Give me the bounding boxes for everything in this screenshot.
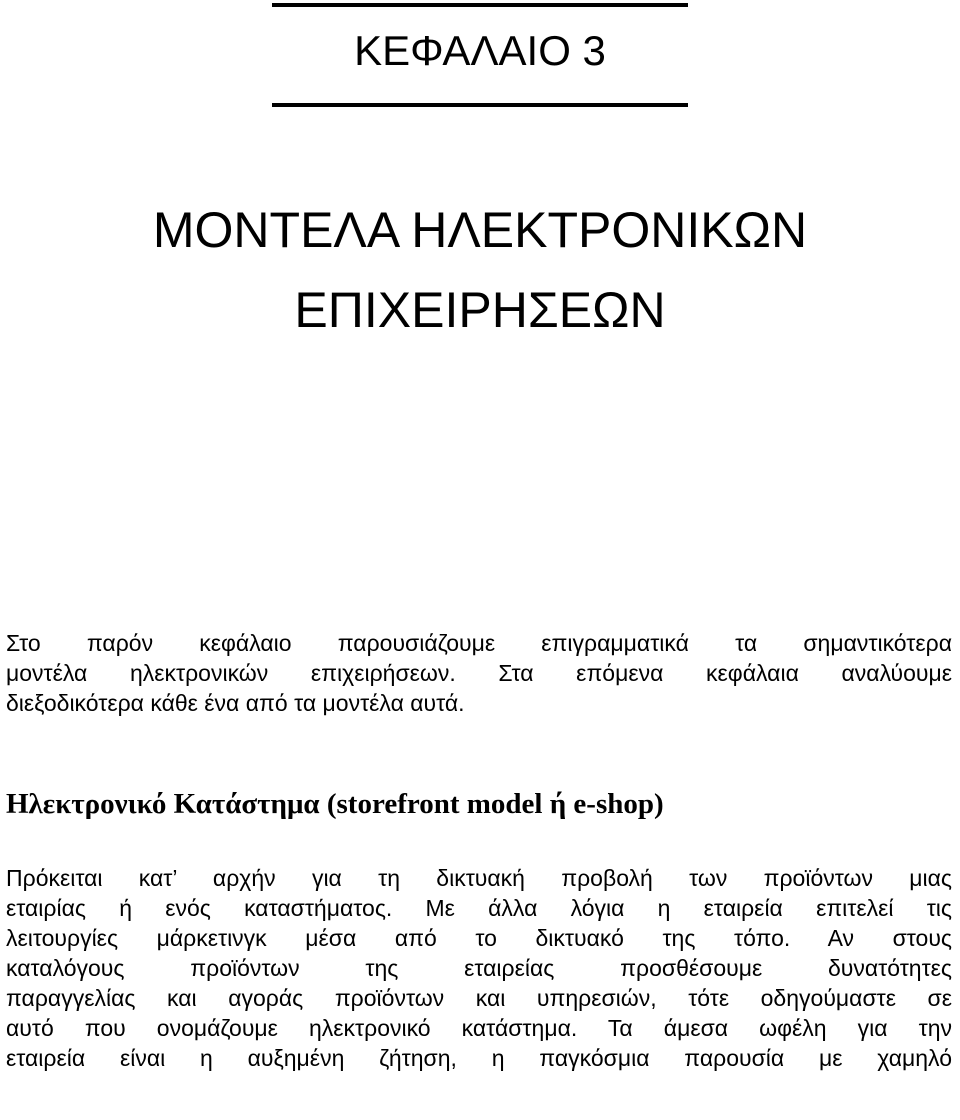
paragraph-line: λειτουργίες μάρκετινγκ μέσα από το δικτυακό της τόπο. Αν στους bbox=[6, 925, 952, 951]
intro-line: Στο παρόν κεφάλαιο παρουσιάζουμε επιγραμματικά τα σημαντικότερα bbox=[6, 630, 952, 656]
chapter-title-line: ΕΠΙΧΕΙΡΗΣΕΩΝ bbox=[294, 282, 666, 338]
intro-line: μοντέλα ηλεκτρονικών επιχειρήσεων. Στα επόμενα κεφάλαια αναλύουμε bbox=[6, 660, 952, 686]
paragraph-line: εταιρίας ή ενός καταστήματος. Με άλλα λόγια η εταιρεία επιτελεί τις bbox=[6, 895, 952, 921]
chapter-title-line: ΜΟΝΤΕΛΑ ΗΛΕΚΤΡΟΝΙΚΩΝ bbox=[152, 202, 808, 258]
paragraph-line: εταιρεία είναι η αυξημένη ζήτηση, η παγκόσμια παρουσία με χαμηλό bbox=[6, 1045, 952, 1071]
chapter-title bbox=[0, 190, 960, 350]
section-paragraph bbox=[6, 863, 952, 1073]
section-heading: Ηλεκτρονικό Κατάστημα (storefront model ή e-shop) bbox=[6, 788, 664, 820]
paragraph-line: παραγγελίας και αγοράς προϊόντων και υπηρεσιών, τότε οδηγούμαστε σε bbox=[6, 985, 952, 1011]
intro-line: διεξοδικότερα κάθε ένα από τα μοντέλα αυτά. bbox=[6, 690, 465, 716]
bottom-rule bbox=[272, 103, 688, 107]
intro-paragraph bbox=[6, 628, 952, 718]
paragraph-line: αυτό που ονομάζουμε ηλεκτρονικό κατάστημα. Τα άμεσα ωφέλη για την bbox=[6, 1015, 952, 1041]
paragraph-line: Πρόκειται κατ’ αρχήν για τη δικτυακή προβολή των προϊόντων μιας bbox=[6, 865, 952, 891]
top-rule bbox=[272, 3, 688, 7]
paragraph-line: καταλόγους προϊόντων της εταιρείας προσθέσουμε δυνατότητες bbox=[6, 955, 952, 981]
chapter-label: ΚΕΦΑΛΑΙΟ 3 bbox=[354, 27, 606, 74]
